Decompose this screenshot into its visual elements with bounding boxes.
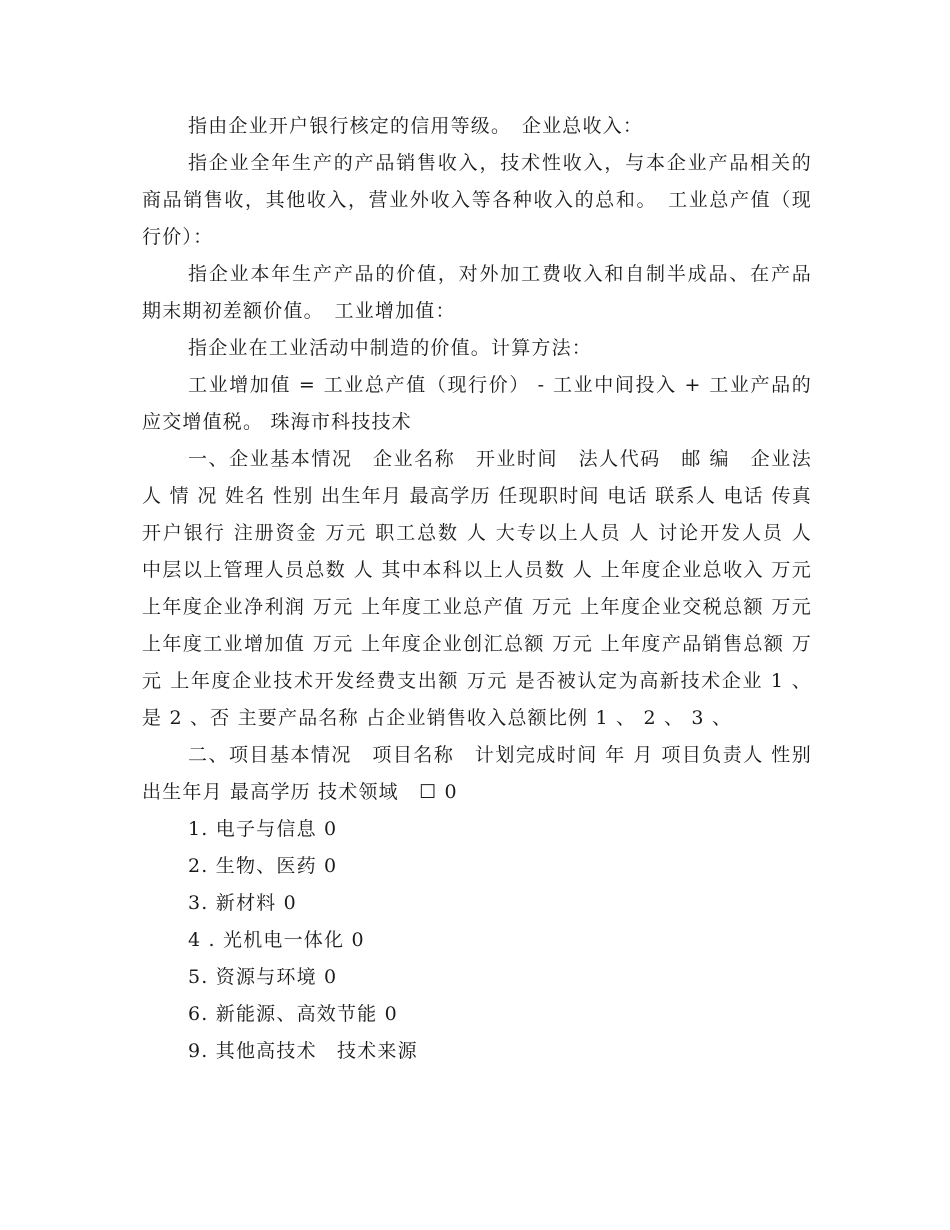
tech-field-item: 4 . 光机电一体化 0 [188, 929, 365, 951]
paragraph-total-revenue: 指企业全年生产的产品销售收入，技术性收入，与本企业产品相关的商品销售收，其他收入，营业外收入等各种收入的总和。 工业总产值（现行价）： [142, 152, 812, 248]
section-project-basics: 二、项目基本情况 项目名称 计划完成时间 年 月 项目负责人 性别 出生年月 最高学历 技术领域 ☐ 0 [142, 744, 833, 803]
paragraph-formula: 工业增加值 = 工业总产值（现行价） - 工业中间投入 + 工业产品的应交增值税。 珠海市科技技术 [142, 374, 812, 433]
paragraph-industrial-output: 指企业本年生产产品的价值，对外加工费收入和自制半成品、在产品期末期初差额价值。 工业增加值： [142, 263, 812, 322]
tech-field-item: 2. 生物、医药 0 [188, 855, 338, 877]
paragraph-credit-rating: 指由企业开户银行核定的信用等级。 企业总收入： [188, 115, 644, 137]
tech-field-item: 5. 资源与环境 0 [188, 966, 338, 988]
paragraph-value-added: 指企业在工业活动中制造的价值。计算方法： [188, 337, 593, 359]
document-body [142, 108, 833, 1070]
tech-field-item: 1. 电子与信息 0 [188, 818, 338, 840]
tech-field-item: 6. 新能源、高效节能 0 [188, 1003, 398, 1025]
tech-field-item: 9. 其他高技术 技术来源 [188, 1040, 418, 1062]
section-enterprise-basics: 一、企业基本情况 企业名称 开业时间 法人代码 邮 编 企业法人 情 况 姓名 性别 出生年月 最高学历 任现职时间 电话 联系人 电话 传真 开户银行 注册资金 万元 职工总数 人 大专以上人员 人 讨论开发人员 人 中层以上管理人员总数 人 其中本科以上人员数 人 上年度企业总收入 万元 上年度企业净利润 万元 上年度工业总产值 万元 上年度企业交税总额 万元 上年度工业增加值 万元 上年度企业创汇总额 万元 上年度产品销售总额 万元 上年度企业技术开发经费支出额 万元 是否被认定为高新技术企业 1 、是 2 、否 主要产品名称 占企业销售收入总额比例 1 、 2 、 3 、 [142, 448, 812, 729]
tech-field-item: 3. 新材料 0 [188, 892, 297, 914]
